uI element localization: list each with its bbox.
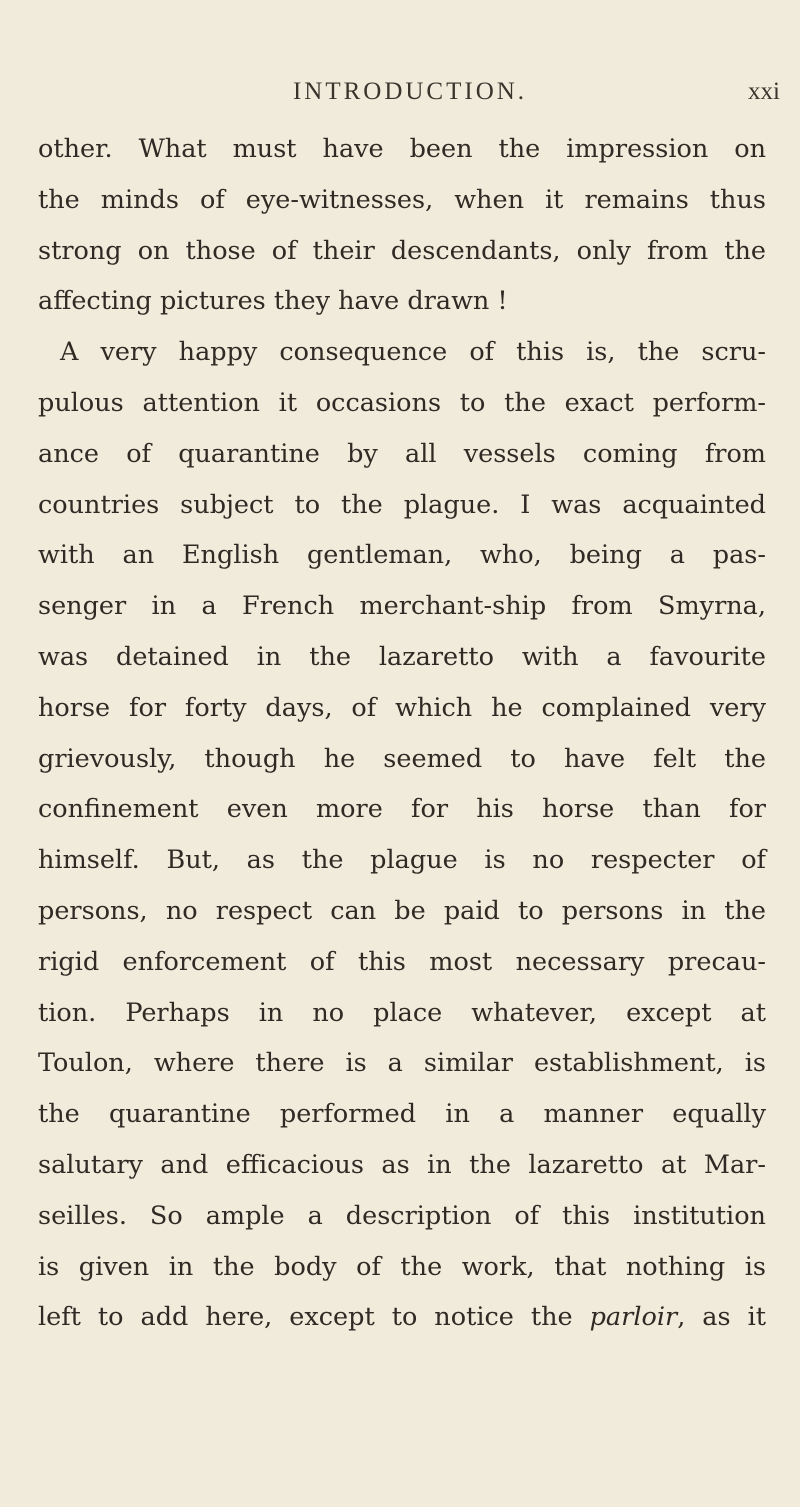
- running-head: INTRODUCTION.: [292, 78, 528, 105]
- text-line: is given in the body of the work, that nothing is: [38, 1251, 766, 1282]
- text-line: seilles. So ample a description of this institution: [38, 1200, 766, 1231]
- text-line: was detained in the lazaretto with a favourite: [38, 641, 766, 672]
- text-line: salutary and efficacious as in the lazaretto at Mar-: [38, 1149, 766, 1180]
- text-line: persons, no respect can be paid to persons in the: [38, 895, 766, 926]
- text-line: strong on those of their descendants, only from the: [38, 235, 766, 266]
- text-line: senger in a French merchant-ship from Smyrna,: [38, 591, 766, 622]
- text-line: ance of quarantine by all vessels coming from: [38, 438, 766, 469]
- text-line: himself. But, as the plague is no respecter of: [38, 845, 766, 876]
- page-header: [40, 78, 780, 118]
- italic-word-parloir: parloir: [589, 1302, 678, 1333]
- body-text: [38, 124, 766, 1343]
- text-line: countries subject to the plague. I was acquainted: [38, 489, 766, 520]
- last-line-before-text: left to add here, except to notice the: [38, 1302, 590, 1333]
- text-line: confinement even more for his horse than for: [38, 794, 766, 825]
- text-line: tion. Perhaps in no place whatever, except at: [38, 997, 766, 1028]
- text-line: grievously, though he seemed to have felt the: [38, 743, 766, 774]
- text-line: affecting pictures they have drawn !: [38, 286, 508, 317]
- text-line: rigid enforcement of this most necessary precau-: [38, 946, 766, 977]
- text-line: Toulon, where there is a similar establishment, is: [38, 1048, 766, 1079]
- text-line: the quarantine performed in a manner equally: [38, 1099, 766, 1130]
- text-line: pulous attention it occasions to the exact perform-: [38, 387, 766, 418]
- paragraph-start-line: A very happy consequence of this is, the scru-: [60, 337, 766, 368]
- last-text-line: [38, 1292, 766, 1343]
- text-line: other. What must have been the impression on: [38, 134, 766, 164]
- text-line: the minds of eye-witnesses, when it remains thus: [38, 184, 766, 215]
- text-line: with an English gentleman, who, being a pas-: [38, 540, 766, 571]
- page-number: xxi: [748, 78, 780, 105]
- text-line: horse for forty days, of which he complained very: [38, 692, 766, 723]
- last-line-after-text: , as it: [677, 1302, 766, 1333]
